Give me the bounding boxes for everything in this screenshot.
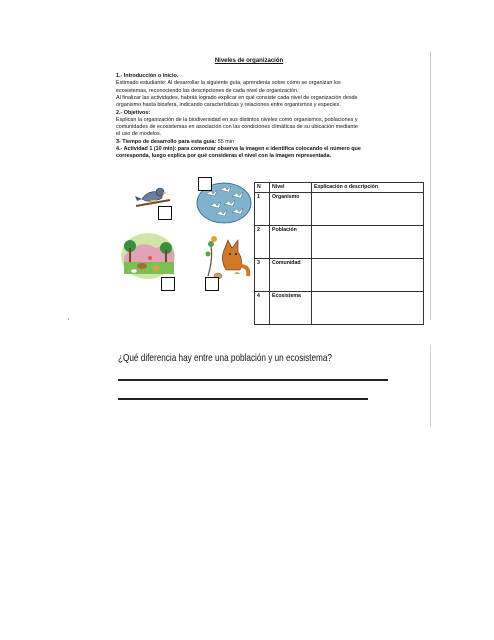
time-label: 3- Tiempo de desarrollo para esta guía: (116, 138, 217, 145)
answer-line-2[interactable] (118, 398, 368, 400)
activity-line: corresponda, luego explica por qué consideras el nivel con la imagen representada. (116, 153, 332, 160)
ecosystem-animals-icon (204, 236, 252, 282)
worksheet-page (68, 52, 430, 318)
answer-box-3[interactable] (161, 277, 175, 291)
row-description-cell[interactable] (312, 292, 424, 325)
objectives-line: comunidades de ecosistemas en asociación con las condiciones climáticas de su ubicación mediante (116, 124, 358, 131)
row-level: Ecosistema (270, 292, 312, 325)
intro-line: Estimado estudiante: Al desarrollar la siguiente guía, aprenderás sobre cómo se organizan los (116, 80, 341, 87)
row-description-cell[interactable] (312, 259, 424, 292)
row-level: Organismo (270, 193, 312, 226)
answer-box-4[interactable] (205, 277, 219, 291)
row-description-cell[interactable] (312, 226, 424, 259)
row-description-cell[interactable] (312, 193, 424, 226)
intro-heading: 1.- Introducción o inicio. (116, 73, 179, 79)
row-level: Población (270, 226, 312, 259)
answer-line-1[interactable] (118, 379, 388, 381)
row-number: 2 (255, 226, 270, 259)
col-header-description: Explicación o descripción (312, 183, 424, 193)
community-scene-icon (120, 228, 176, 280)
time-value: 55 min (216, 138, 234, 145)
activity-line: 4.- Actividad 1 (10 min): para comenzar observa la imagen e identifica colocando el número que (116, 146, 361, 152)
page-title: Niveles de organización (214, 58, 284, 64)
page-edge-right-lower (430, 345, 431, 427)
levels-table (254, 182, 424, 325)
answer-box-2[interactable] (198, 177, 212, 191)
col-header-n: N (255, 183, 270, 193)
table-row (255, 226, 424, 259)
table-row (255, 193, 424, 226)
table-row (255, 292, 424, 325)
col-header-nivel: Nivel (270, 183, 312, 193)
objectives-line: Explican la organización de la biodiversidad en sus distintos niveles como organismos, poblaciones y (116, 116, 358, 123)
page-edge-right (430, 52, 431, 320)
time-line (116, 139, 416, 146)
table-row (255, 259, 424, 292)
row-number: 3 (255, 259, 270, 292)
row-level: Comunidad (270, 259, 312, 292)
row-number: 4 (255, 292, 270, 325)
row-number: 1 (255, 193, 270, 226)
objectives-line: el uso de modelos. (116, 131, 162, 138)
intro-line: ecosistemas, reconociendo las descripciones de cada nivel de organización. (116, 87, 299, 94)
intro-line: Al finalizar las actividades, habrás logrado explicar en qué consiste cada nivel de organización desde (116, 94, 358, 101)
question-text: ¿Qué diferencia hay entre una población y un ecosistema? (118, 352, 332, 364)
answer-box-1[interactable] (158, 206, 172, 220)
intro-line: organismo hasta biosfera, indicando características y relaciones entre organismos y especies. (116, 102, 341, 109)
objectives-heading: 2.- Objetivos: (116, 109, 151, 116)
table-header-row (255, 183, 424, 193)
